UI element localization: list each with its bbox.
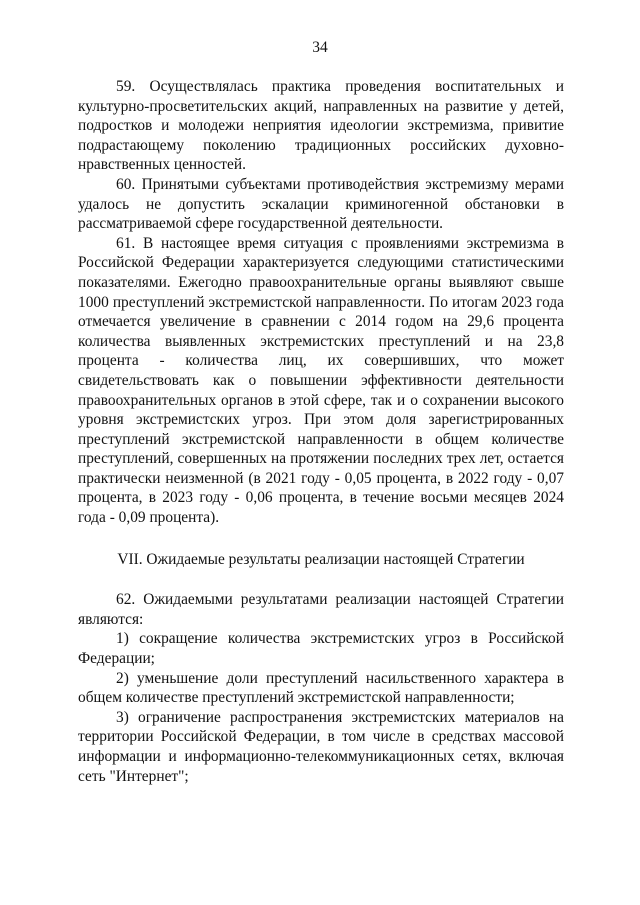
paragraph-60: 60. Принятыми субъектами противодействия экстремизму мерами удалось не допустить эскалации криминогенной обстановки в рассматриваемой сфере государственной деятельности. [78, 175, 564, 233]
list-item-2: 2) уменьшение доли преступлений насильственного характера в общем количестве преступлений экстремистской направленности; [78, 669, 564, 707]
document-body [78, 77, 564, 786]
paragraph-59: 59. Осуществлялась практика проведения воспитательных и культурно-просветительских акций, направленных на развитие у детей, подростков и молодежи неприятия идеологии экстремизма, привитие подрастающему поколению традиционных российских духовно-нравственных ценностей. [78, 78, 564, 174]
paragraph-62: 62. Ожидаемыми результатами реализации настоящей Стратегии являются: [78, 591, 564, 628]
paragraph-61: 61. В настоящее время ситуация с проявлениями экстремизма в Российской Федерации характеризуется следующими статистическими показателями. Ежегодно правоохранительные органы выявляют свыше 1000 преступлений экстремистской направленности. По итогам 2023 года отмечается увеличение в сравнении с 2014 годом на 29,6 процента количества выявленных экстремистских преступлений и на 23,8 процента - количества лиц, их совершивших, что может свидетельствовать как о повышении эффективности деятельности правоохранительных органов в этой сфере, так и о сохранении высокого уровня экстремистских угроз. При этом доля зарегистрированных преступлений экстремистской направленности в общем количестве преступлений, совершенных на протяжении последних трех лет, остается практически неизменной (в 2021 году - 0,05 процента, в 2022 году - 0,07 процента, в 2023 году - 0,06 процента, в течение восьми месяцев 2024 года - 0,09 процента). [78, 234, 564, 527]
list-item-3: 3) ограничение распространения экстремистских материалов на территории Российской Федерации, в том числе в средствах массовой информации и информационно-телекоммуникационных сетях, включая сеть "Интернет"; [78, 708, 564, 785]
page-number: 34 [312, 39, 328, 56]
section-heading: VII. Ожидаемые результаты реализации настоящей Стратегии [117, 550, 525, 568]
list-item-1: 1) сокращение количества экстремистских угроз в Российской Федерации; [78, 630, 564, 668]
